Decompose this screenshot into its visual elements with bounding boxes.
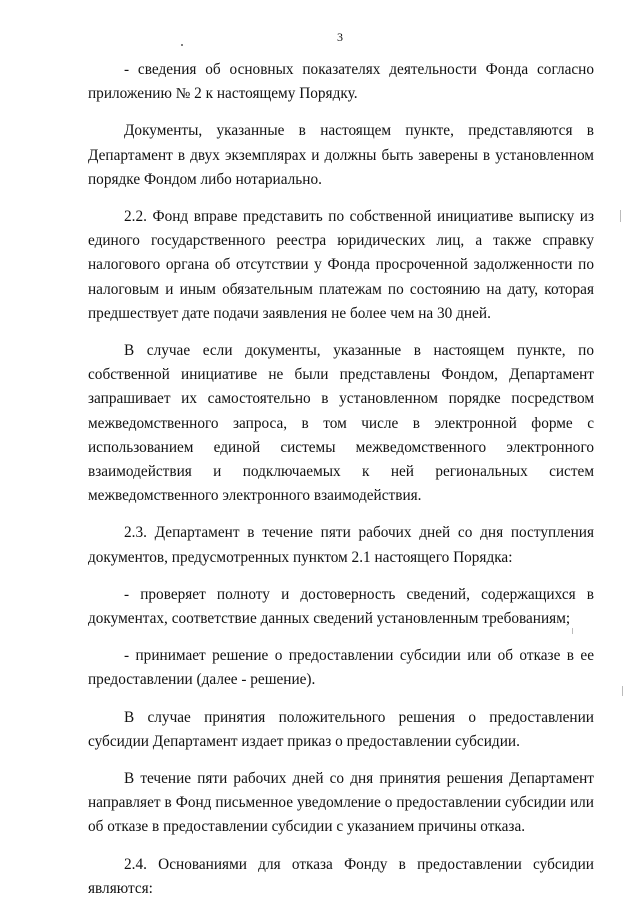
page-number: 3 bbox=[337, 30, 343, 44]
scan-speck bbox=[181, 44, 183, 46]
paragraph-checks-completeness: - проверяет полноту и достоверность сведений, содержащихся в документах, соответствие данных сведений установленным требованиям; bbox=[88, 585, 594, 628]
paragraph-2-2-own-initiative: 2.2. Фонд вправе представить по собственной инициативе выписку из единого государственного реестра юридических лиц, а также справку налогового органа об отсутствии у Фонда просроченной задолженности по налоговым и иным обязательным платежам по состоянию на дату, которая предшествует дате подачи заявления не более чем на 30 дней. bbox=[88, 208, 594, 322]
paragraph-info-indicators: - сведения об основных показателях деятельности Фонда согласно приложению № 2 к настоящему Порядку. bbox=[88, 61, 594, 103]
paragraph-2-3-department-review: 2.3. Департамент в течение пяти рабочих дней со дня поступления документов, предусмотренных пунктом 2.1 настоящего Порядка: bbox=[88, 524, 594, 566]
paragraph-documents-submission: Документы, указанные в настоящем пункте, представляются в Департамент в двух экземплярах и должны быть заверены в установленном порядке Фондом либо нотариально. bbox=[88, 122, 594, 188]
scan-mark bbox=[572, 628, 573, 634]
scan-mark bbox=[622, 686, 623, 696]
paragraph-2-4-refusal-grounds: 2.4. Основаниями для отказа Фонду в предоставлении субсидии являются: bbox=[88, 855, 594, 897]
paragraph-makes-decision: - принимает решение о предоставлении субсидии или об отказе в ее предоставлении (далее - решение). bbox=[88, 647, 594, 689]
paragraph-interagency-request: В случае если документы, указанные в настоящем пункте, по собственной инициативе не были представлены Фондом, Департамент запрашивает их самостоятельно в установленном порядке посредством межведомственного запроса, в том числе в электронной форме с использованием единой системы межведомственного электронного взаимодействия и подключаемых к ней региональных систем межведомственного электронного взаимодействия. bbox=[88, 342, 594, 505]
paragraph-positive-decision: В случае принятия положительного решения о предоставлении субсидии Департамент издает приказ о предоставлении субсидии. bbox=[88, 708, 594, 750]
document-body bbox=[88, 58, 594, 901]
paragraph-notification: В течение пяти рабочих дней со дня принятия решения Департамент направляет в Фонд письменное уведомление о предоставлении субсидии или об отказе в предоставлении субсидии с указанием причины отказа. bbox=[88, 770, 594, 836]
scan-mark bbox=[620, 210, 621, 222]
